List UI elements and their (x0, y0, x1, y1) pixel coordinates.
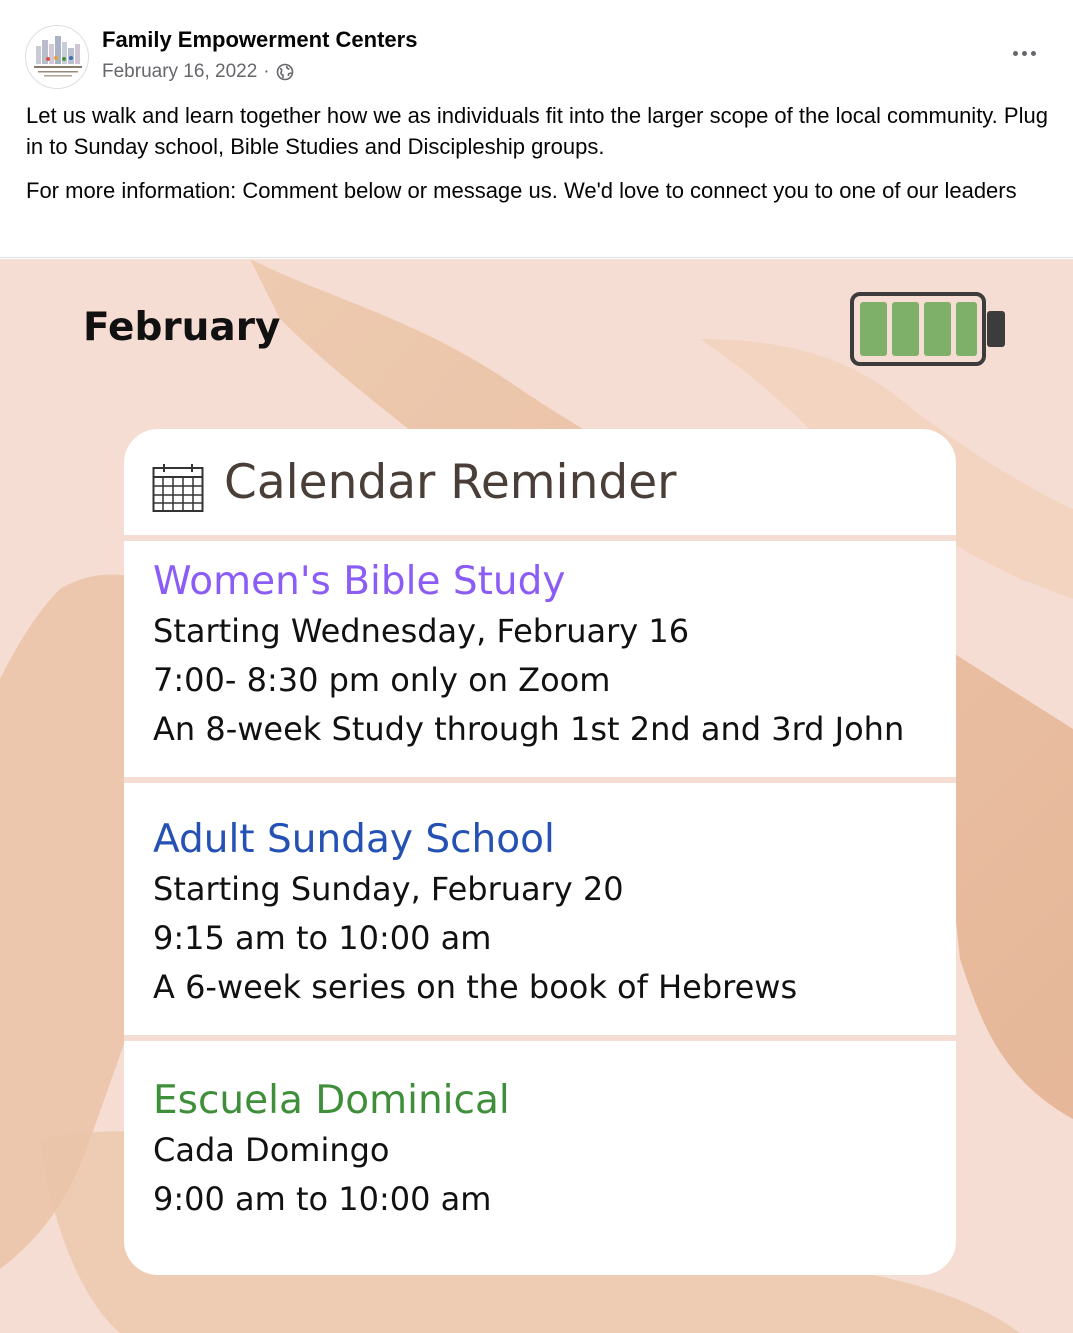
meta-separator: · (263, 61, 270, 82)
calendar-reminder-card (124, 429, 956, 1275)
month-heading: February (83, 305, 281, 350)
post-paragraph: Let us walk and learn together how we as individuals fit into the larger scope of the local community. Plug in to Sunday school, Bible Studies and Discipleship groups. (26, 103, 1048, 159)
post-meta (102, 61, 294, 83)
card-title: Calendar Reminder (224, 455, 677, 510)
event-title: Women's Bible Study (153, 559, 566, 604)
post-date-link[interactable]: February 16, 2022 (102, 61, 258, 82)
divider (124, 777, 956, 783)
event-detail: 9:15 am to 10:00 am (153, 919, 492, 957)
event-detail: An 8-week Study through 1st 2nd and 3rd John (153, 710, 905, 748)
divider (124, 1035, 956, 1041)
event-detail: Cada Domingo (153, 1131, 390, 1169)
event-title: Escuela Dominical (153, 1078, 510, 1123)
event-detail: A 6-week series on the book of Hebrews (153, 968, 798, 1006)
event-adult-sunday-school (153, 815, 953, 1012)
post-paragraph: For more information: Comment below or message us. We'd love to connect you to one of our leaders (26, 178, 1017, 203)
divider (124, 535, 956, 541)
page-avatar[interactable] (25, 25, 89, 89)
event-escuela-dominical (153, 1076, 953, 1224)
event-detail: 7:00- 8:30 pm only on Zoom (153, 661, 611, 699)
event-detail: Starting Wednesday, February 16 (153, 612, 690, 650)
event-detail: Starting Sunday, February 20 (153, 870, 624, 908)
calendar-icon (152, 463, 204, 513)
card-header (124, 429, 956, 537)
event-womens-bible-study (153, 557, 953, 754)
full-battery-icon (849, 291, 1009, 367)
post-header (0, 0, 1073, 258)
event-title: Adult Sunday School (153, 817, 555, 862)
post-text (26, 100, 1056, 206)
post-image[interactable] (0, 259, 1073, 1333)
more-options-icon[interactable] (1004, 36, 1044, 70)
page-logo-icon (26, 26, 89, 89)
event-detail: 9:00 am to 10:00 am (153, 1180, 492, 1218)
globe-icon[interactable] (276, 63, 294, 81)
page-name-link[interactable]: Family Empowerment Centers (102, 27, 418, 52)
